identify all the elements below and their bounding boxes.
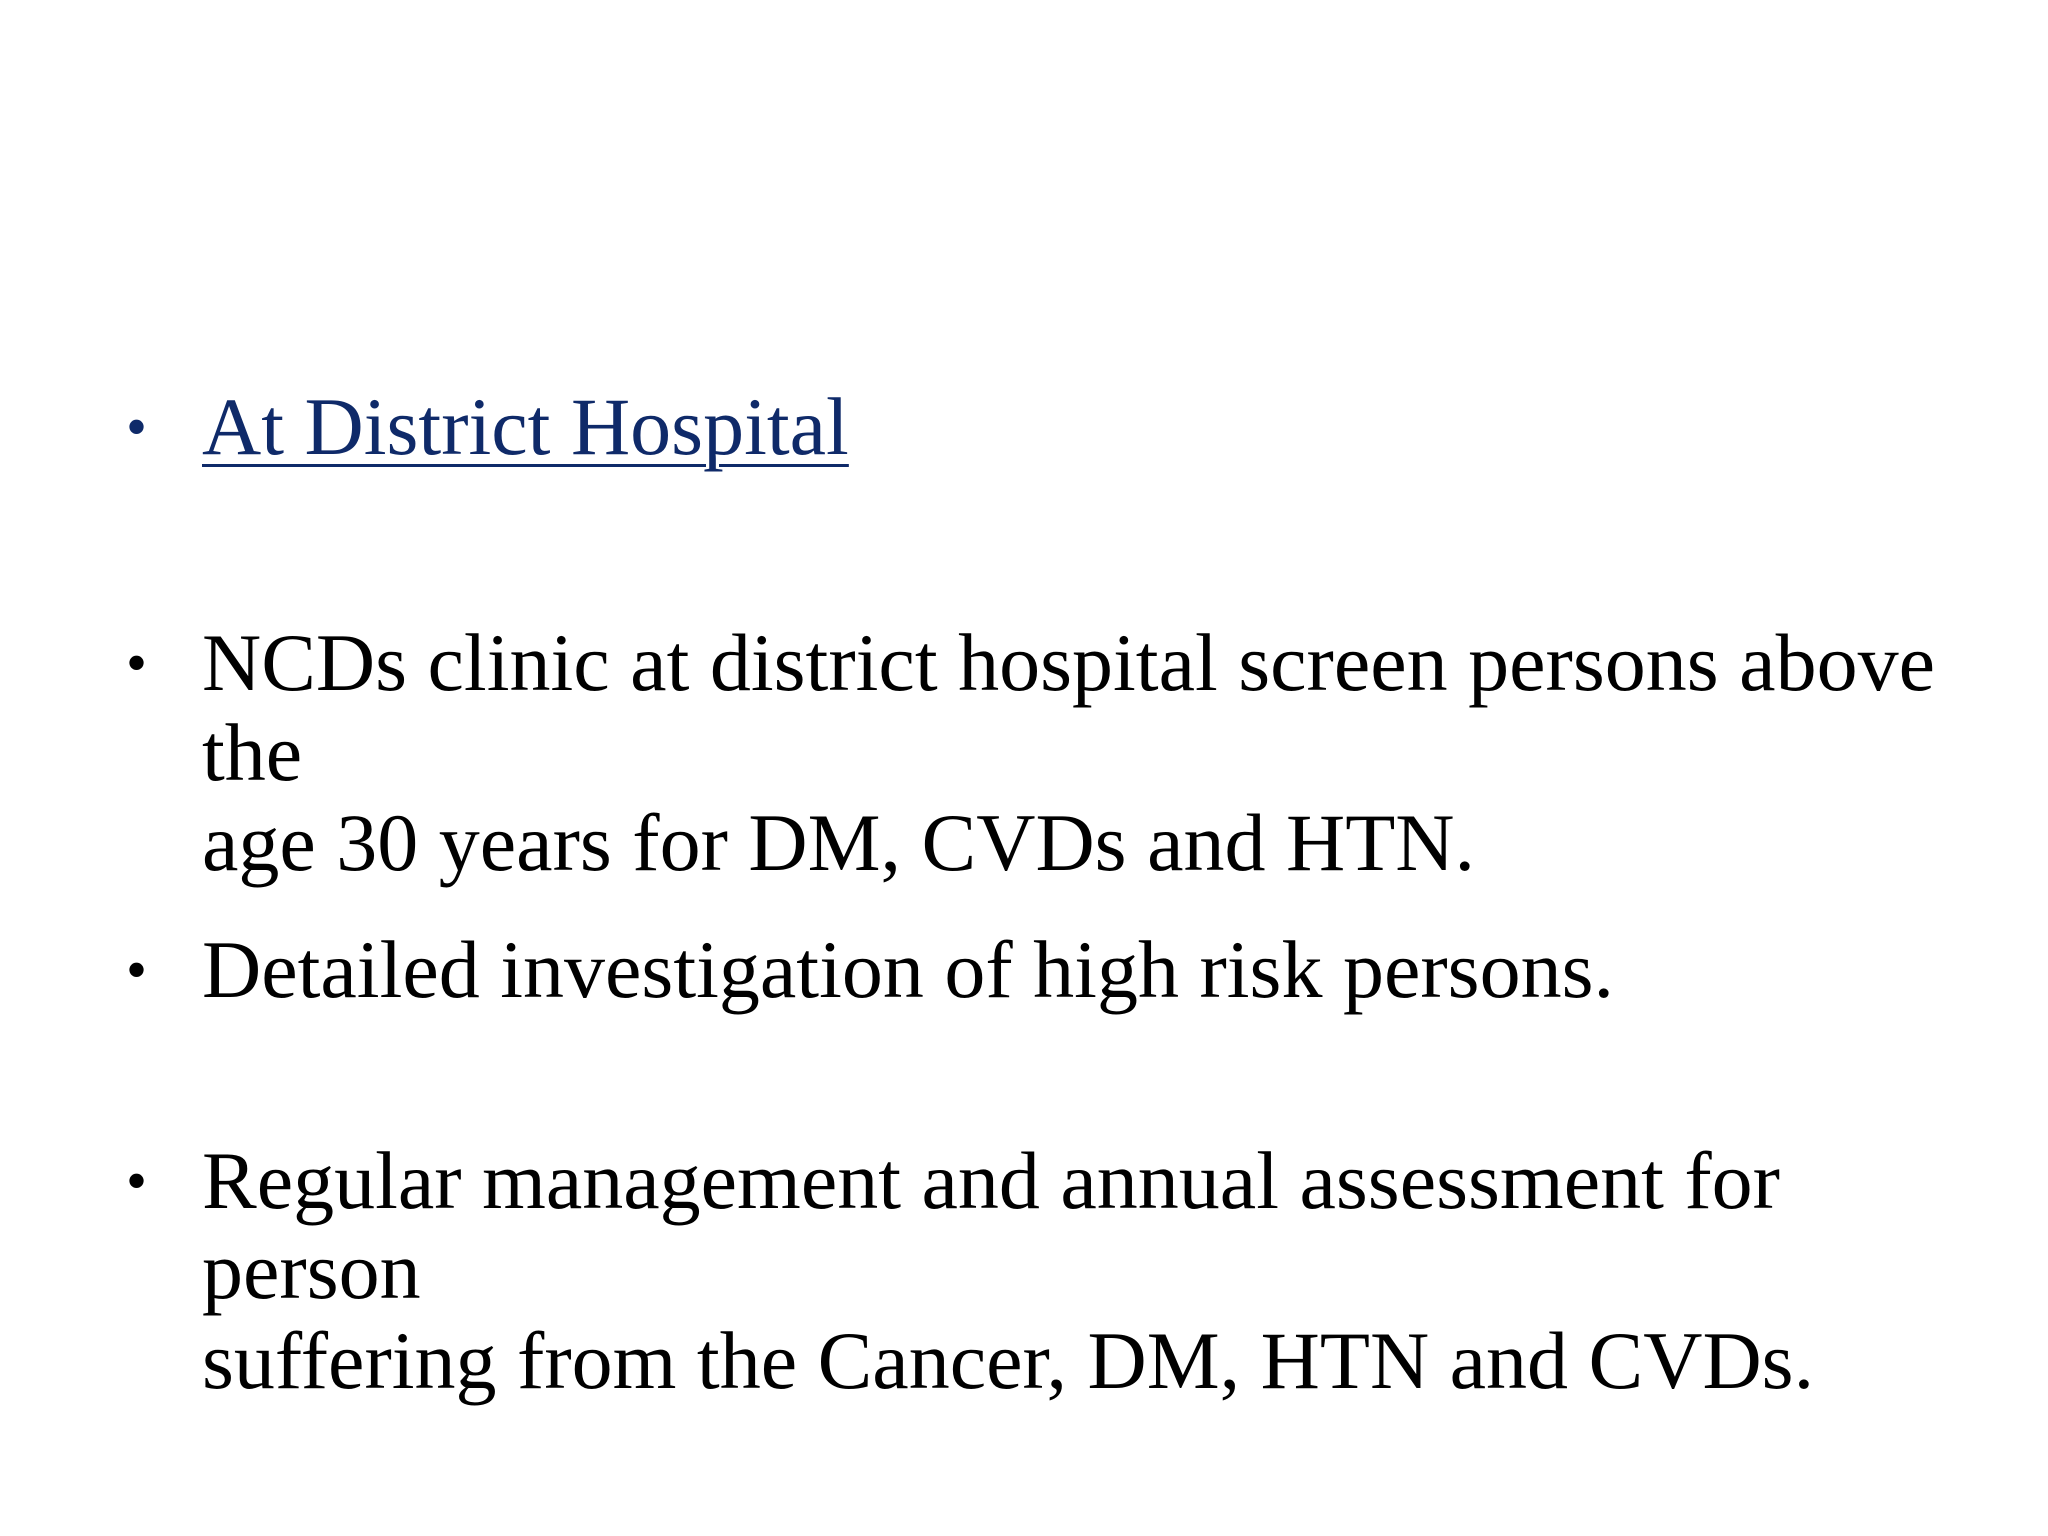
- bullet-text-regular-management: Regular management and annual assessment for person suffering from the Cancer, DM, HTN and CVDs.: [202, 1135, 1815, 1406]
- bullet-item-ncds-clinic: [120, 618, 1940, 888]
- bullet-icon: •: [126, 1148, 148, 1214]
- heading-link-district-hospital[interactable]: At District Hospital: [202, 381, 849, 472]
- bullet-icon: •: [126, 937, 148, 1003]
- bullet-item-district-hospital: [120, 382, 1940, 472]
- bullet-item-detailed-investigation: [120, 925, 1940, 1015]
- bullet-icon: •: [126, 394, 148, 460]
- bullet-text-ncds-clinic: NCDs clinic at district hospital screen persons above the age 30 years for DM, CVDs and HTN.: [202, 617, 1935, 888]
- bullet-icon: •: [126, 630, 148, 696]
- bullet-item-regular-management: [120, 1136, 1940, 1406]
- bullet-text-detailed-investigation: Detailed investigation of high risk persons.: [202, 924, 1614, 1015]
